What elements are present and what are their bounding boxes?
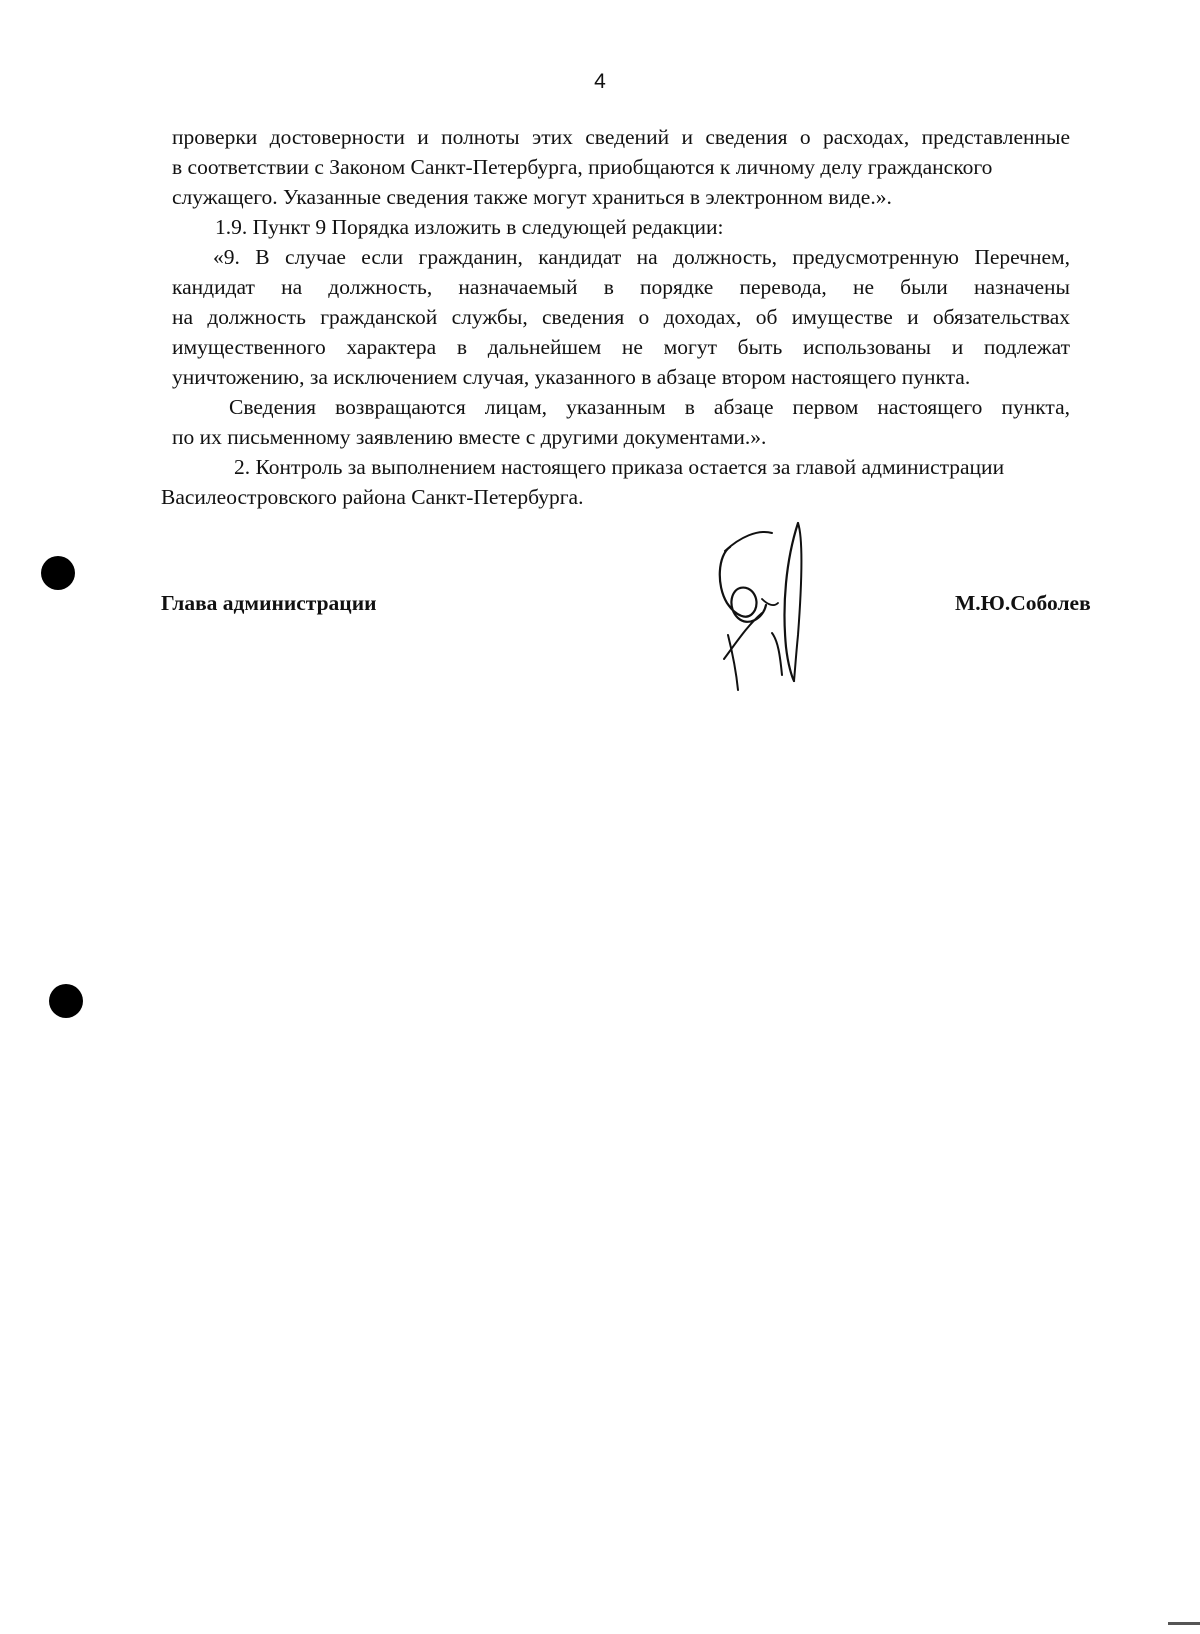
handwritten-signature bbox=[700, 515, 820, 695]
body-line-13: Василеостровского района Санкт-Петербурга. bbox=[161, 485, 584, 509]
body-line-4: 1.9. Пункт 9 Порядка изложить в следующей редакции: bbox=[215, 215, 724, 239]
body-line-8: имущественного характера в дальнейшем не могут быть использованы и подлежат bbox=[172, 335, 1070, 359]
body-line-2: в соответствии с Законом Санкт-Петербурга, приобщаются к личному делу гражданского bbox=[172, 155, 993, 179]
punch-hole-bottom bbox=[49, 984, 83, 1018]
scan-edge-mark bbox=[1168, 1622, 1200, 1625]
body-line-9: уничтожению, за исключением случая, указанного в абзаце втором настоящего пункта. bbox=[172, 365, 971, 389]
signatory-name: М.Ю.Соболев bbox=[955, 591, 1091, 615]
body-line-11: по их письменному заявлению вместе с другими документами.». bbox=[172, 425, 767, 449]
body-line-1: проверки достоверности и полноты этих сведений и сведения о расходах, представленные bbox=[172, 125, 1070, 149]
body-line-7: на должность гражданской службы, сведения о доходах, об имуществе и обязательствах bbox=[172, 305, 1070, 329]
punch-hole-top bbox=[41, 556, 75, 590]
body-line-3: служащего. Указанные сведения также могут храниться в электронном виде.». bbox=[172, 185, 892, 209]
body-line-12: 2. Контроль за выполнением настоящего приказа остается за главой администрации bbox=[234, 455, 1005, 479]
body-line-5: «9. В случае если гражданин, кандидат на должность, предусмотренную Перечнем, bbox=[213, 245, 1070, 269]
page-number: 4 bbox=[594, 70, 606, 93]
body-line-10: Сведения возвращаются лицам, указанным в абзаце первом настоящего пункта, bbox=[229, 395, 1070, 419]
signatory-title: Глава администрации bbox=[161, 591, 377, 615]
body-line-6: кандидат на должность, назначаемый в порядке перевода, не были назначены bbox=[172, 275, 1070, 299]
